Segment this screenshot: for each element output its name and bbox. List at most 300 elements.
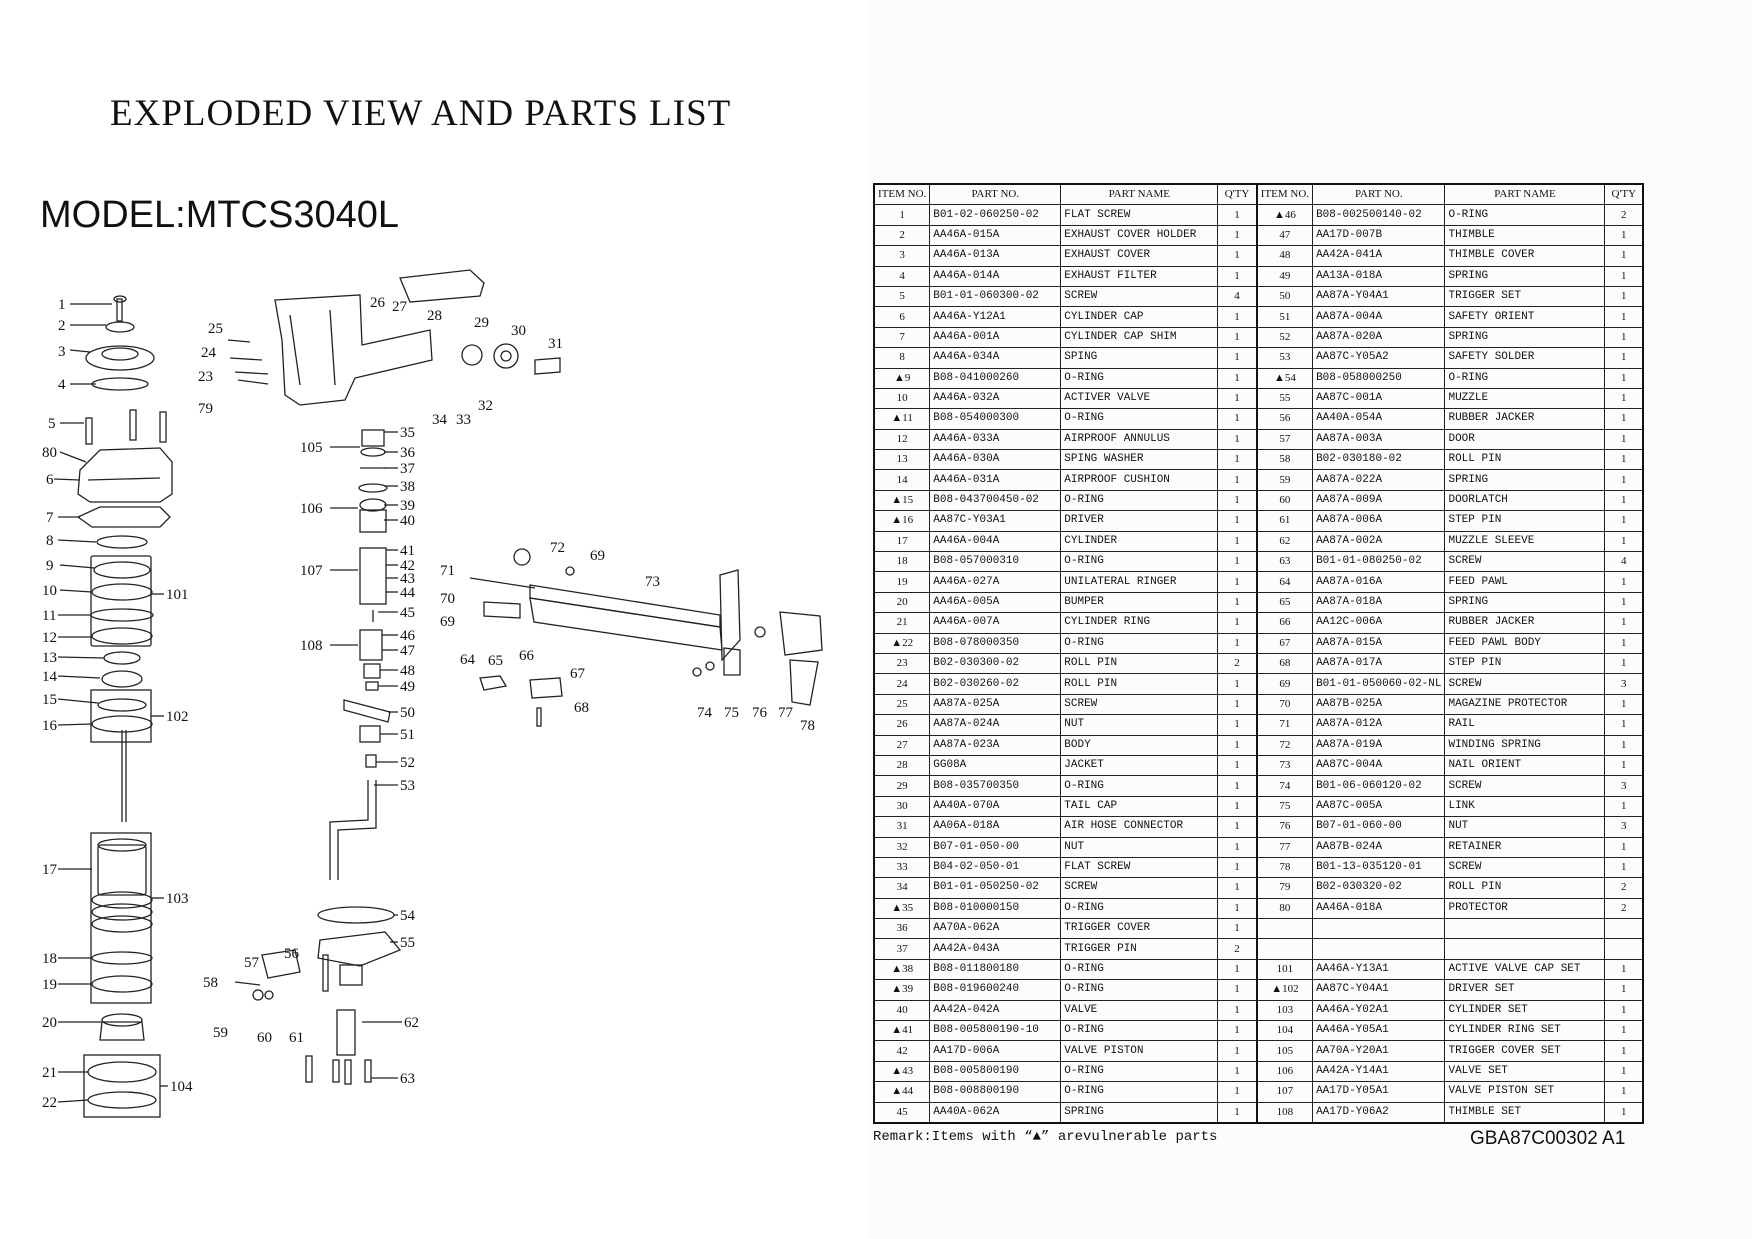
cell-qty: 1 xyxy=(1605,531,1643,551)
cell-part: AA70A-Y20A1 xyxy=(1313,1041,1445,1061)
cell-qty: 1 xyxy=(1605,286,1643,306)
cell-part: AA87A-006A xyxy=(1313,511,1445,531)
cell-qty: 1 xyxy=(1605,755,1643,775)
cell-item: 60 xyxy=(1257,490,1313,510)
cell-name: SCREW xyxy=(1061,286,1218,306)
cell-qty: 1 xyxy=(1218,552,1257,572)
cell-item: 67 xyxy=(1257,633,1313,653)
callout-label: 5 xyxy=(48,416,56,432)
cell-name: ROLL PIN xyxy=(1445,450,1605,470)
callout-label: 16 xyxy=(42,718,57,734)
cell-name: CYLINDER RING xyxy=(1061,613,1218,633)
cell-qty: 1 xyxy=(1605,796,1643,816)
table-row xyxy=(874,450,1643,470)
callout-label: 37 xyxy=(400,461,415,477)
cell-item: 75 xyxy=(1257,796,1313,816)
cell-name: CYLINDER SET xyxy=(1445,1000,1605,1020)
callout-label: 6 xyxy=(46,472,54,488)
callout-label: 9 xyxy=(46,558,54,574)
callout-label: 55 xyxy=(400,935,415,951)
cell-part: AA42A-042A xyxy=(930,1000,1061,1020)
cell-item: ▲35 xyxy=(874,898,930,918)
cell-name: SCREW xyxy=(1445,674,1605,694)
callout-label: 14 xyxy=(42,669,57,685)
callout-label: 22 xyxy=(42,1095,57,1111)
cell-part: B08-005800190-10 xyxy=(930,1021,1061,1041)
table-row xyxy=(874,919,1643,939)
cell-part: AA87A-017A xyxy=(1313,653,1445,673)
cell-name: DOOR xyxy=(1445,429,1605,449)
cell-part: AA87A-018A xyxy=(1313,592,1445,612)
cell-qty: 1 xyxy=(1218,919,1257,939)
cell-part: B02-030300-02 xyxy=(930,653,1061,673)
callout-label: 2 xyxy=(58,318,66,334)
callout-label: 69 xyxy=(590,548,605,564)
cell-qty: 1 xyxy=(1605,837,1643,857)
cell-part: B02-030180-02 xyxy=(1313,450,1445,470)
cell-name: STEP PIN xyxy=(1445,653,1605,673)
cell-name: RETAINER xyxy=(1445,837,1605,857)
cell-item: 47 xyxy=(1257,225,1313,245)
callout-label: 34 xyxy=(432,412,447,428)
cell-item: ▲43 xyxy=(874,1061,930,1081)
cell-part: AA87A-004A xyxy=(1313,307,1445,327)
callout-label: 25 xyxy=(208,321,223,337)
cell-qty: 1 xyxy=(1605,470,1643,490)
cell-qty: 1 xyxy=(1605,266,1643,286)
cell-part: AA87A-025A xyxy=(930,694,1061,714)
cell-name: ROLL PIN xyxy=(1061,674,1218,694)
callout-label: 49 xyxy=(400,679,415,695)
cell-item: 57 xyxy=(1257,429,1313,449)
cell-qty: 1 xyxy=(1218,572,1257,592)
callout-label: 40 xyxy=(400,513,415,529)
callout-label: 4 xyxy=(58,377,66,393)
cell-name: O-RING xyxy=(1061,1021,1218,1041)
cell-qty: 3 xyxy=(1605,817,1643,837)
cell-part: AA87C-Y05A2 xyxy=(1313,348,1445,368)
cell-part: AA87C-005A xyxy=(1313,796,1445,816)
cell-item: 30 xyxy=(874,796,930,816)
cell-part: AA87B-025A xyxy=(1313,694,1445,714)
cell-part: AA87A-009A xyxy=(1313,490,1445,510)
cell-part: B08-011800180 xyxy=(930,959,1061,979)
cell-item: 6 xyxy=(874,307,930,327)
table-row xyxy=(874,715,1643,735)
callout-label: 3 xyxy=(58,344,66,360)
callout-labels xyxy=(42,295,815,1111)
cell-part: AA87A-023A xyxy=(930,735,1061,755)
cell-name: ACTIVER VALVE xyxy=(1061,388,1218,408)
exploded-view-diagram xyxy=(0,240,866,1140)
cell-item: 32 xyxy=(874,837,930,857)
callout-label: 13 xyxy=(42,650,57,666)
table-row xyxy=(874,776,1643,796)
cell-qty: 1 xyxy=(1218,1021,1257,1041)
cell-name: STEP PIN xyxy=(1445,511,1605,531)
cell-part: AA46A-018A xyxy=(1313,898,1445,918)
cell-name: CYLINDER CAP xyxy=(1061,307,1218,327)
parts-table xyxy=(873,183,1644,1124)
cell-qty: 1 xyxy=(1605,1041,1643,1061)
callout-label: 54 xyxy=(400,908,415,924)
cell-part: AA17D-007B xyxy=(1313,225,1445,245)
cell-name: UNILATERAL RINGER xyxy=(1061,572,1218,592)
cell-item: 37 xyxy=(874,939,930,959)
cell-item: 79 xyxy=(1257,878,1313,898)
callout-label: 39 xyxy=(400,498,415,514)
cell-name: PROTECTOR xyxy=(1445,898,1605,918)
cell-name: NUT xyxy=(1061,837,1218,857)
cell-part: AA87A-022A xyxy=(1313,470,1445,490)
cell-item: 66 xyxy=(1257,613,1313,633)
cell-part: AA12C-006A xyxy=(1313,613,1445,633)
cell-part: AA46A-Y02A1 xyxy=(1313,1000,1445,1020)
cell-qty: 1 xyxy=(1218,1041,1257,1061)
cell-qty: 1 xyxy=(1605,653,1643,673)
cell-item: ▲11 xyxy=(874,409,930,429)
cell-part: AA87C-001A xyxy=(1313,388,1445,408)
cell-name: TRIGGER COVER SET xyxy=(1445,1041,1605,1061)
cell-part: B08-008800190 xyxy=(930,1082,1061,1102)
cell-qty: 2 xyxy=(1605,205,1643,225)
cell-name: O-RING xyxy=(1061,898,1218,918)
cell-qty xyxy=(1605,919,1643,939)
cell-name: DRIVER xyxy=(1061,511,1218,531)
callout-label: 51 xyxy=(400,727,415,743)
callout-label: 64 xyxy=(460,652,475,668)
callout-label: 35 xyxy=(400,425,415,441)
table-row xyxy=(874,388,1643,408)
cell-name: O-RING xyxy=(1061,980,1218,1000)
cell-item: 7 xyxy=(874,327,930,347)
cell-qty: 1 xyxy=(1605,735,1643,755)
cell-name: MUZZLE SLEEVE xyxy=(1445,531,1605,551)
cell-qty: 1 xyxy=(1218,776,1257,796)
header-part-no: PART NO. xyxy=(1313,184,1445,205)
cell-name: TRIGGER PIN xyxy=(1061,939,1218,959)
callout-label: 52 xyxy=(400,755,415,771)
cell-name: SPRING xyxy=(1445,266,1605,286)
cell-qty: 1 xyxy=(1605,857,1643,877)
cell-name: LINK xyxy=(1445,796,1605,816)
cell-name: SAFETY ORIENT xyxy=(1445,307,1605,327)
cell-item: 8 xyxy=(874,348,930,368)
cell-item: 18 xyxy=(874,552,930,572)
cell-part: AA87A-012A xyxy=(1313,715,1445,735)
cell-name: ACTIVE VALVE CAP SET xyxy=(1445,959,1605,979)
cell-part: B08-002500140-02 xyxy=(1313,205,1445,225)
cell-item: 49 xyxy=(1257,266,1313,286)
callout-label: 31 xyxy=(548,336,563,352)
cell-qty: 1 xyxy=(1605,1102,1643,1123)
cell-qty: 1 xyxy=(1605,1021,1643,1041)
cell-name: FLAT SCREW xyxy=(1061,857,1218,877)
table-row xyxy=(874,878,1643,898)
cell-name: EXHAUST COVER HOLDER xyxy=(1061,225,1218,245)
cell-name: FLAT SCREW xyxy=(1061,205,1218,225)
cell-qty: 1 xyxy=(1218,694,1257,714)
cell-qty: 1 xyxy=(1605,715,1643,735)
cell-qty: 1 xyxy=(1218,511,1257,531)
callout-label: 75 xyxy=(724,705,739,721)
callout-label: 105 xyxy=(300,440,323,456)
cell-part: AA42A-041A xyxy=(1313,246,1445,266)
cell-name: SPRING xyxy=(1061,1102,1218,1123)
cell-qty: 1 xyxy=(1218,837,1257,857)
cell-item: 107 xyxy=(1257,1082,1313,1102)
remark-note: Remark:Items with “▲” arevulnerable parts xyxy=(873,1129,1218,1145)
table-row xyxy=(874,1082,1643,1102)
cell-qty: 1 xyxy=(1605,694,1643,714)
table-row xyxy=(874,674,1643,694)
cell-qty: 1 xyxy=(1218,348,1257,368)
cell-name xyxy=(1445,919,1605,939)
cell-item: 13 xyxy=(874,450,930,470)
cell-name: O-RING xyxy=(1061,409,1218,429)
callout-label: 1 xyxy=(58,297,66,313)
cell-qty: 1 xyxy=(1218,266,1257,286)
header-item-no: ITEM NO. xyxy=(1257,184,1313,205)
callout-label: 79 xyxy=(198,401,213,417)
cell-qty: 1 xyxy=(1218,817,1257,837)
cell-qty: 1 xyxy=(1605,307,1643,327)
cell-part: GG08A xyxy=(930,755,1061,775)
cell-item: 26 xyxy=(874,715,930,735)
callout-label: 57 xyxy=(244,955,259,971)
cell-qty: 3 xyxy=(1605,776,1643,796)
cell-part: AA87A-002A xyxy=(1313,531,1445,551)
cell-name: O-RING xyxy=(1061,959,1218,979)
cell-item: 52 xyxy=(1257,327,1313,347)
cell-name: VALVE PISTON xyxy=(1061,1041,1218,1061)
cell-name: O-RING xyxy=(1061,1082,1218,1102)
cell-part: AA46A-034A xyxy=(930,348,1061,368)
table-row xyxy=(874,694,1643,714)
cell-part: AA46A-032A xyxy=(930,388,1061,408)
callout-label: 73 xyxy=(645,574,660,590)
cell-part: B08-043700450-02 xyxy=(930,490,1061,510)
header-item-no: ITEM NO. xyxy=(874,184,930,205)
cell-name: O-RING xyxy=(1061,368,1218,388)
table-row xyxy=(874,225,1643,245)
cell-item: 24 xyxy=(874,674,930,694)
cell-qty: 1 xyxy=(1218,205,1257,225)
cell-item: 50 xyxy=(1257,286,1313,306)
cell-item: 78 xyxy=(1257,857,1313,877)
table-row xyxy=(874,613,1643,633)
cell-name: TAIL CAP xyxy=(1061,796,1218,816)
table-row xyxy=(874,755,1643,775)
header-part-no: PART NO. xyxy=(930,184,1061,205)
cell-part: AA13A-018A xyxy=(1313,266,1445,286)
cell-part: B02-030260-02 xyxy=(930,674,1061,694)
callout-label: 59 xyxy=(213,1025,228,1041)
table-row xyxy=(874,898,1643,918)
cell-part: B01-01-080250-02 xyxy=(1313,552,1445,572)
cell-qty: 1 xyxy=(1605,246,1643,266)
callout-label: 107 xyxy=(300,563,323,579)
cell-item: 73 xyxy=(1257,755,1313,775)
table-row xyxy=(874,470,1643,490)
cell-item: 77 xyxy=(1257,837,1313,857)
callout-label: 74 xyxy=(697,705,712,721)
page-title: EXPLODED VIEW AND PARTS LIST xyxy=(110,93,732,134)
cell-name: SAFETY SOLDER xyxy=(1445,348,1605,368)
cell-part: AA46A-Y12A1 xyxy=(930,307,1061,327)
cell-qty: 1 xyxy=(1605,1082,1643,1102)
cell-name: SCREW xyxy=(1061,694,1218,714)
cell-name: SPRING xyxy=(1445,327,1605,347)
callout-label: 63 xyxy=(400,1071,415,1087)
cell-item: 103 xyxy=(1257,1000,1313,1020)
cell-item: 31 xyxy=(874,817,930,837)
cell-part: AA87B-024A xyxy=(1313,837,1445,857)
cell-name: RUBBER JACKER xyxy=(1445,613,1605,633)
cell-qty: 1 xyxy=(1605,429,1643,449)
callout-label: 46 xyxy=(400,628,415,644)
table-row xyxy=(874,796,1643,816)
cell-part: AA46A-031A xyxy=(930,470,1061,490)
callout-label: 58 xyxy=(203,975,218,991)
cell-qty: 1 xyxy=(1605,388,1643,408)
cell-part: AA87A-020A xyxy=(1313,327,1445,347)
callout-label: 23 xyxy=(198,369,213,385)
cell-name: O-RING xyxy=(1445,368,1605,388)
cell-part: AA46A-015A xyxy=(930,225,1061,245)
cell-item: ▲46 xyxy=(1257,205,1313,225)
cell-name: THIMBLE xyxy=(1445,225,1605,245)
cell-part: AA06A-018A xyxy=(930,817,1061,837)
cell-qty: 1 xyxy=(1218,796,1257,816)
cell-qty: 1 xyxy=(1218,592,1257,612)
cell-qty: 2 xyxy=(1218,939,1257,959)
cell-item: 108 xyxy=(1257,1102,1313,1123)
cell-name: EXHAUST COVER xyxy=(1061,246,1218,266)
cell-name: O-RING xyxy=(1445,205,1605,225)
cell-name: RUBBER JACKER xyxy=(1445,409,1605,429)
callout-label: 78 xyxy=(800,718,815,734)
cell-part: AA87A-003A xyxy=(1313,429,1445,449)
cell-name: O-RING xyxy=(1061,633,1218,653)
cell-qty: 1 xyxy=(1218,959,1257,979)
callout-label: 28 xyxy=(427,308,442,324)
cell-item: 55 xyxy=(1257,388,1313,408)
cell-part: B08-019600240 xyxy=(930,980,1061,1000)
cell-part: AA42A-043A xyxy=(930,939,1061,959)
cell-qty: 1 xyxy=(1605,1061,1643,1081)
cell-name: VALVE SET xyxy=(1445,1061,1605,1081)
cell-item: 76 xyxy=(1257,817,1313,837)
cell-part: AA70A-062A xyxy=(930,919,1061,939)
cell-qty: 1 xyxy=(1605,1000,1643,1020)
cell-qty: 1 xyxy=(1218,429,1257,449)
cell-qty: 1 xyxy=(1605,225,1643,245)
callout-label: 68 xyxy=(574,700,589,716)
callout-label: 67 xyxy=(570,666,585,682)
cell-item: 53 xyxy=(1257,348,1313,368)
cell-qty: 1 xyxy=(1218,715,1257,735)
cell-qty: 1 xyxy=(1605,633,1643,653)
cell-item: 69 xyxy=(1257,674,1313,694)
cell-item: 45 xyxy=(874,1102,930,1123)
cell-part: AA87A-024A xyxy=(930,715,1061,735)
table-row xyxy=(874,817,1643,837)
cell-item: 58 xyxy=(1257,450,1313,470)
cell-qty: 1 xyxy=(1605,511,1643,531)
cell-item: 5 xyxy=(874,286,930,306)
callout-label: 108 xyxy=(300,638,323,654)
cell-item: 56 xyxy=(1257,409,1313,429)
cell-item: 70 xyxy=(1257,694,1313,714)
cell-part: AA42A-Y14A1 xyxy=(1313,1061,1445,1081)
cell-part: AA40A-070A xyxy=(930,796,1061,816)
cell-qty: 1 xyxy=(1605,409,1643,429)
cell-name: DOORLATCH xyxy=(1445,490,1605,510)
table-row xyxy=(874,286,1643,306)
cell-part xyxy=(1313,939,1445,959)
table-row xyxy=(874,592,1643,612)
cell-item: 12 xyxy=(874,429,930,449)
callout-label: 19 xyxy=(42,977,57,993)
callout-label: 76 xyxy=(752,705,767,721)
cell-item: 68 xyxy=(1257,653,1313,673)
cell-qty: 1 xyxy=(1218,1082,1257,1102)
cell-qty: 1 xyxy=(1605,980,1643,1000)
cell-part: B07-01-060-00 xyxy=(1313,817,1445,837)
cell-part: B01-01-050060-02-NL xyxy=(1313,674,1445,694)
cell-item: ▲54 xyxy=(1257,368,1313,388)
table-row xyxy=(874,368,1643,388)
callout-label: 12 xyxy=(42,630,57,646)
cell-item: 40 xyxy=(874,1000,930,1020)
cell-part: AA46A-Y05A1 xyxy=(1313,1021,1445,1041)
table-row xyxy=(874,531,1643,551)
cell-name: AIRPROOF CUSHION xyxy=(1061,470,1218,490)
cell-item: 33 xyxy=(874,857,930,877)
cell-part: AA40A-062A xyxy=(930,1102,1061,1123)
table-row xyxy=(874,511,1643,531)
cell-qty: 1 xyxy=(1218,409,1257,429)
cell-qty: 1 xyxy=(1605,592,1643,612)
cell-qty: 1 xyxy=(1218,388,1257,408)
cell-qty: 1 xyxy=(1605,490,1643,510)
cell-part: AA87A-015A xyxy=(1313,633,1445,653)
table-row xyxy=(874,735,1643,755)
callout-label: 102 xyxy=(166,709,189,725)
cell-name: TRIGGER COVER xyxy=(1061,919,1218,939)
cell-name: SCREW xyxy=(1445,552,1605,572)
cell-part: AA17D-Y06A2 xyxy=(1313,1102,1445,1123)
cell-name: SPRING xyxy=(1445,470,1605,490)
cell-part: B01-06-060120-02 xyxy=(1313,776,1445,796)
cell-item: 104 xyxy=(1257,1021,1313,1041)
table-row xyxy=(874,959,1643,979)
callout-label: 8 xyxy=(46,533,54,549)
cell-qty: 1 xyxy=(1218,633,1257,653)
table-row xyxy=(874,429,1643,449)
callout-label: 42 xyxy=(400,558,415,574)
callout-label: 80 xyxy=(42,445,57,461)
cell-item: ▲38 xyxy=(874,959,930,979)
cell-name: AIR HOSE CONNECTOR xyxy=(1061,817,1218,837)
cell-qty: 1 xyxy=(1218,613,1257,633)
cell-item: 19 xyxy=(874,572,930,592)
cell-part: AA87C-Y03A1 xyxy=(930,511,1061,531)
cell-qty: 1 xyxy=(1218,246,1257,266)
cell-part: B08-041000260 xyxy=(930,368,1061,388)
cell-name: O-RING xyxy=(1061,776,1218,796)
